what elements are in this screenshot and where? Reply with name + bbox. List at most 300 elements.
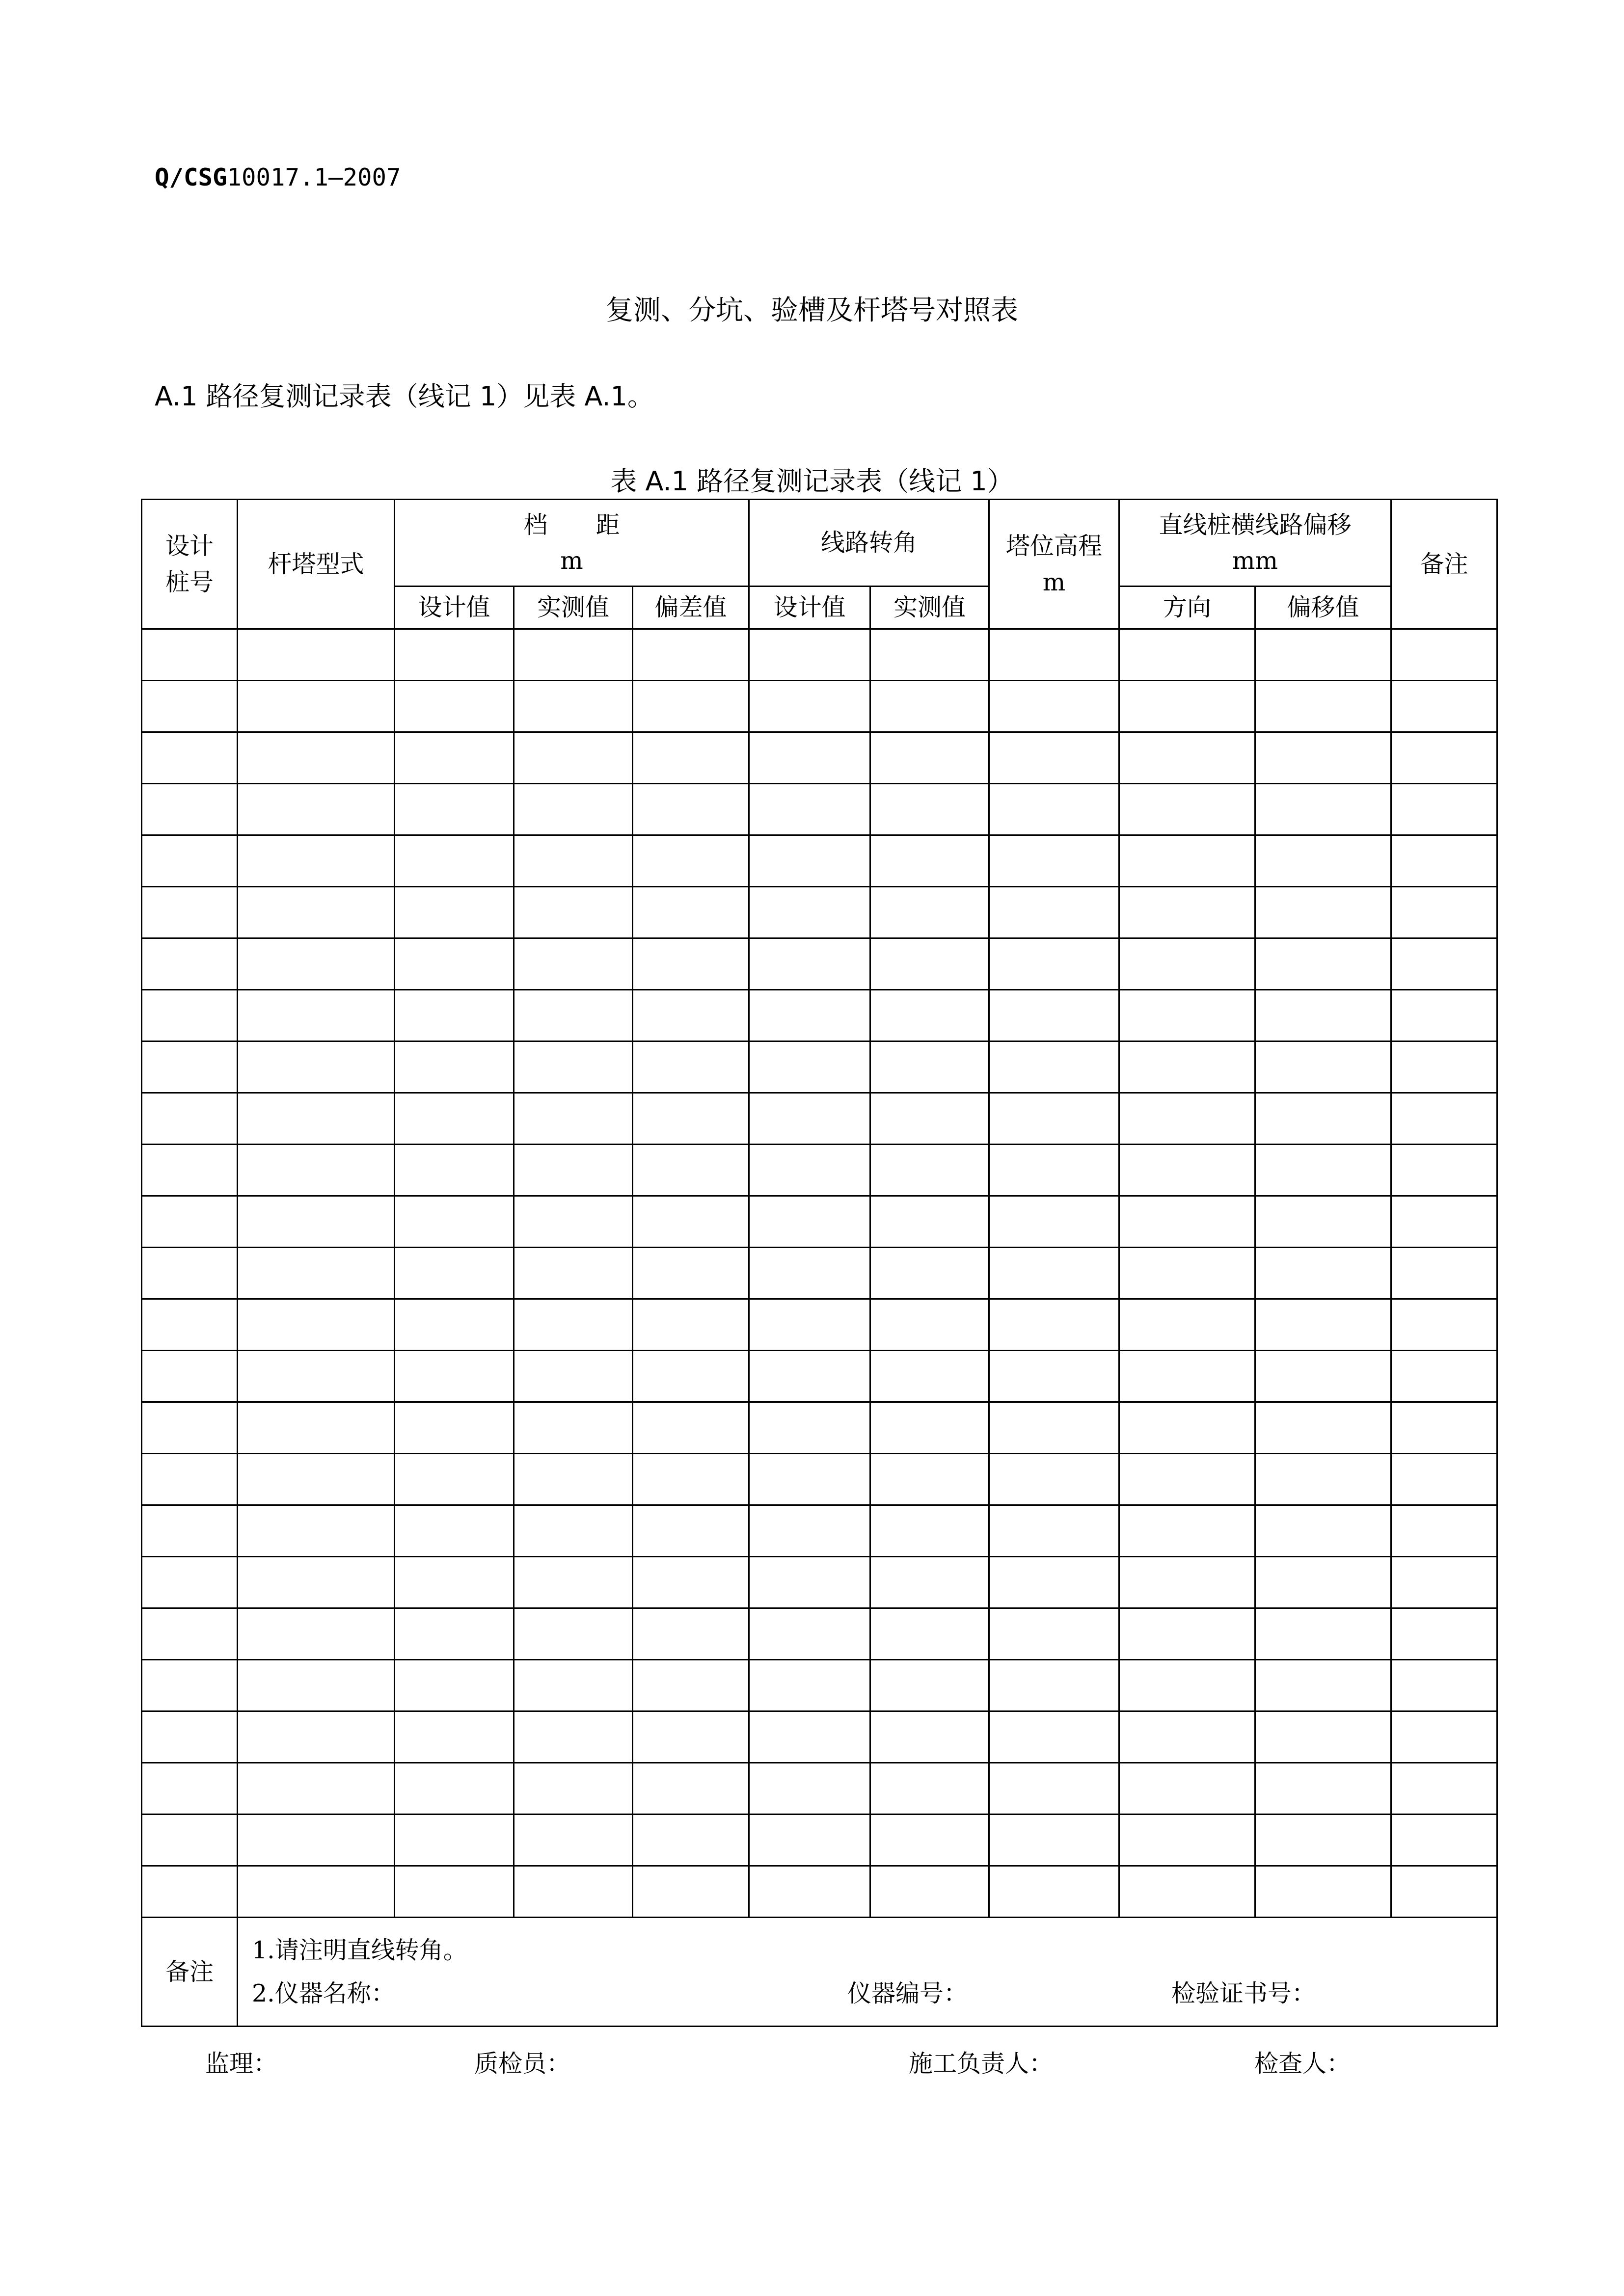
table-cell	[395, 1093, 514, 1145]
table-cell	[749, 1711, 870, 1763]
table-cell	[238, 1557, 395, 1608]
table-cell	[238, 1711, 395, 1763]
table-cell	[395, 938, 514, 990]
table-cell	[1391, 1351, 1497, 1402]
table-cell	[633, 681, 749, 732]
table-cell	[238, 938, 395, 990]
table-cell	[870, 1711, 989, 1763]
table-cell	[749, 1248, 870, 1299]
table-cell	[238, 1866, 395, 1918]
table-cell	[633, 1248, 749, 1299]
table-cell	[238, 1093, 395, 1145]
table-cell	[514, 1454, 633, 1505]
table-cell	[870, 1402, 989, 1454]
table-row	[142, 1505, 1497, 1557]
table-cell	[989, 1299, 1119, 1351]
header-offset-direction: 方向	[1119, 587, 1255, 629]
table-cell	[870, 1454, 989, 1505]
table-cell	[1391, 938, 1497, 990]
header-tower-elevation	[989, 500, 1119, 629]
table-cell	[395, 990, 514, 1041]
table-cell	[1391, 1815, 1497, 1866]
document-code-number: 10017.1—2007	[227, 163, 401, 191]
table-cell	[1119, 1505, 1255, 1557]
table-cell	[749, 938, 870, 990]
header-tower-elevation-unit: m	[1042, 568, 1066, 596]
table-cell	[395, 1660, 514, 1711]
table-cell	[395, 629, 514, 681]
header-angle-design: 设计值	[749, 587, 870, 629]
table-cell	[870, 1815, 989, 1866]
table-cell	[1119, 732, 1255, 784]
table-cell	[989, 1557, 1119, 1608]
table-cell	[238, 1660, 395, 1711]
table-cell	[1391, 1248, 1497, 1299]
table-cell	[870, 1196, 989, 1248]
table-cell	[749, 835, 870, 887]
table-cell	[1255, 1093, 1391, 1145]
table-cell	[514, 784, 633, 835]
table-caption: 表 A.1 路径复测记录表（线记 1）	[610, 466, 1014, 497]
table-cell	[238, 1505, 395, 1557]
table-cell	[514, 1248, 633, 1299]
note-1: 1.请注明直线转角。	[252, 1936, 467, 1964]
table-cell	[1255, 887, 1391, 938]
table-cell	[633, 1660, 749, 1711]
table-cell	[142, 1763, 238, 1815]
table-cell	[1255, 835, 1391, 887]
table-cell	[633, 732, 749, 784]
table-cell	[238, 1763, 395, 1815]
note-certificate-no: 检验证书号：	[1171, 1979, 1316, 2007]
table-cell	[395, 1557, 514, 1608]
table-cell	[749, 990, 870, 1041]
table-cell	[142, 990, 238, 1041]
table-cell	[989, 1454, 1119, 1505]
table-cell	[142, 1866, 238, 1918]
table-cell	[1255, 1196, 1391, 1248]
table-cell	[749, 681, 870, 732]
table-cell	[989, 1196, 1119, 1248]
table-cell	[989, 887, 1119, 938]
table-cell	[514, 629, 633, 681]
table-cell	[514, 1866, 633, 1918]
table-cell	[1255, 732, 1391, 784]
table-cell	[989, 1660, 1119, 1711]
table-cell	[142, 1454, 238, 1505]
table-cell	[514, 1196, 633, 1248]
table-cell	[749, 784, 870, 835]
table-cell	[749, 1299, 870, 1351]
table-cell	[989, 835, 1119, 887]
table-cell	[1119, 784, 1255, 835]
table-cell	[1391, 1299, 1497, 1351]
table-cell	[633, 887, 749, 938]
table-cell	[749, 1402, 870, 1454]
table-cell	[1255, 1454, 1391, 1505]
table-cell	[870, 784, 989, 835]
table-row	[142, 732, 1497, 784]
route-survey-table	[141, 499, 1498, 2027]
table-cell	[1255, 1866, 1391, 1918]
table-cell	[989, 732, 1119, 784]
signature-construction-lead: 施工负责人：	[909, 2050, 1054, 2078]
table-cell	[238, 1608, 395, 1660]
table-cell	[395, 784, 514, 835]
table-cell	[395, 1145, 514, 1196]
table-row	[142, 1608, 1497, 1660]
table-cell	[633, 1505, 749, 1557]
table-cell	[395, 1505, 514, 1557]
signature-quality-inspector: 质检员：	[474, 2050, 571, 2078]
table-cell	[1391, 681, 1497, 732]
table-cell	[238, 1145, 395, 1196]
header-stake-no-line2: 桩号	[165, 568, 214, 596]
table-cell	[1391, 732, 1497, 784]
table-cell	[1391, 784, 1497, 835]
table-cell	[514, 1505, 633, 1557]
table-cell	[749, 1196, 870, 1248]
table-cell	[633, 1711, 749, 1763]
table-cell	[514, 1145, 633, 1196]
table-cell	[1255, 1041, 1391, 1093]
table-cell	[142, 1248, 238, 1299]
table-cell	[870, 1866, 989, 1918]
table-cell	[633, 1454, 749, 1505]
table-cell	[395, 1196, 514, 1248]
table-cell	[1255, 938, 1391, 990]
table-cell	[633, 1196, 749, 1248]
table-cell	[749, 1608, 870, 1660]
table-cell	[1391, 835, 1497, 887]
table-cell	[514, 938, 633, 990]
table-cell	[633, 990, 749, 1041]
table-cell	[633, 1299, 749, 1351]
table-cell	[395, 1454, 514, 1505]
table-cell	[633, 1815, 749, 1866]
table-row	[142, 1763, 1497, 1815]
table-cell	[1119, 1557, 1255, 1608]
table-cell	[633, 1041, 749, 1093]
notes-row	[142, 1918, 1497, 2027]
page-title: 复测、分坑、验槽及杆塔号对照表	[606, 294, 1018, 326]
table-cell	[1255, 1608, 1391, 1660]
header-offset-label: 直线桩横线路偏移	[1159, 510, 1352, 539]
table-cell	[514, 887, 633, 938]
header-offset-value: 偏移值	[1255, 587, 1391, 629]
table-cell	[238, 1041, 395, 1093]
table-cell	[514, 1711, 633, 1763]
header-angle-measured: 实测值	[870, 587, 989, 629]
table-cell	[1255, 990, 1391, 1041]
table-cell	[870, 1660, 989, 1711]
table-row	[142, 990, 1497, 1041]
table-cell	[238, 1454, 395, 1505]
table-cell	[633, 835, 749, 887]
table-cell	[1255, 1402, 1391, 1454]
table-cell	[989, 784, 1119, 835]
header-stake-no	[142, 500, 238, 629]
table-cell	[1391, 1454, 1497, 1505]
table-cell	[1119, 990, 1255, 1041]
table-cell	[1119, 1248, 1255, 1299]
table-cell	[142, 681, 238, 732]
table-cell	[238, 681, 395, 732]
table-cell	[1391, 1093, 1497, 1145]
table-cell	[1255, 681, 1391, 732]
table-cell	[1119, 1351, 1255, 1402]
table-cell	[1119, 835, 1255, 887]
table-cell	[633, 1351, 749, 1402]
table-cell	[1391, 1505, 1497, 1557]
table-row	[142, 1248, 1497, 1299]
table-cell	[749, 1454, 870, 1505]
header-line-angle: 线路转角	[749, 500, 989, 587]
table-cell	[989, 1145, 1119, 1196]
table-cell	[870, 1351, 989, 1402]
table-cell	[633, 784, 749, 835]
table-cell	[395, 1815, 514, 1866]
table-cell	[514, 990, 633, 1041]
table-cell	[989, 1351, 1119, 1402]
header-tower-elevation-label: 塔位高程	[1005, 532, 1102, 560]
table-cell	[514, 1299, 633, 1351]
table-cell	[870, 887, 989, 938]
table-row	[142, 1299, 1497, 1351]
header-span	[395, 500, 749, 587]
table-cell	[395, 1248, 514, 1299]
table-cell	[395, 1608, 514, 1660]
note-2-line	[252, 1972, 1496, 2015]
table-cell	[395, 1041, 514, 1093]
table-cell	[1391, 1402, 1497, 1454]
table-cell	[870, 681, 989, 732]
table-cell	[142, 938, 238, 990]
table-cell	[238, 1196, 395, 1248]
table-cell	[1119, 938, 1255, 990]
table-cell	[1391, 1145, 1497, 1196]
table-cell	[1119, 1196, 1255, 1248]
table-cell	[1255, 1660, 1391, 1711]
note-instrument-no: 仪器编号：	[847, 1979, 968, 2007]
note-instrument-name: 2.仪器名称：	[252, 1979, 395, 2007]
table-row	[142, 1660, 1497, 1711]
table-cell	[1391, 1041, 1497, 1093]
table-cell	[142, 1608, 238, 1660]
table-cell	[514, 1093, 633, 1145]
table-cell	[395, 1351, 514, 1402]
table-cell	[870, 1145, 989, 1196]
table-cell	[142, 1145, 238, 1196]
table-cell	[749, 732, 870, 784]
table-row	[142, 1093, 1497, 1145]
table-cell	[238, 887, 395, 938]
table-cell	[1255, 1299, 1391, 1351]
table-cell	[1119, 1711, 1255, 1763]
table-row	[142, 1557, 1497, 1608]
table-cell	[870, 1608, 989, 1660]
table-cell	[142, 1505, 238, 1557]
table-cell	[395, 835, 514, 887]
notes-content	[238, 1918, 1497, 2027]
table-cell	[142, 1299, 238, 1351]
table-cell	[142, 1402, 238, 1454]
table-cell	[142, 1815, 238, 1866]
table-cell	[749, 1557, 870, 1608]
table-cell	[633, 1866, 749, 1918]
table-cell	[514, 1351, 633, 1402]
table-cell	[1255, 1505, 1391, 1557]
table-cell	[142, 1557, 238, 1608]
table-cell	[870, 1505, 989, 1557]
table-cell	[1391, 1557, 1497, 1608]
table-cell	[870, 732, 989, 784]
table-cell	[870, 1763, 989, 1815]
table-cell	[989, 629, 1119, 681]
table-cell	[395, 732, 514, 784]
signature-supervisor: 监理：	[205, 2050, 278, 2078]
table-cell	[1255, 1815, 1391, 1866]
table-cell	[870, 938, 989, 990]
table-cell	[633, 1557, 749, 1608]
table-cell	[1119, 1145, 1255, 1196]
table-cell	[514, 1557, 633, 1608]
table-cell	[395, 1763, 514, 1815]
header-remarks: 备注	[1391, 500, 1497, 629]
table-cell	[870, 835, 989, 887]
header-span-label: 档 距	[523, 510, 620, 539]
table-cell	[989, 1711, 1119, 1763]
table-cell	[395, 1402, 514, 1454]
table-cell	[1391, 887, 1497, 938]
table-cell	[989, 1866, 1119, 1918]
table-cell	[749, 1041, 870, 1093]
table-cell	[142, 887, 238, 938]
table-row	[142, 938, 1497, 990]
table-cell	[142, 1093, 238, 1145]
header-stake-no-line1: 设计	[165, 532, 214, 560]
header-row-1	[142, 500, 1497, 587]
table-cell	[1391, 1660, 1497, 1711]
table-cell	[749, 1351, 870, 1402]
table-cell	[870, 1557, 989, 1608]
table-cell	[749, 1505, 870, 1557]
table-cell	[1119, 681, 1255, 732]
table-cell	[633, 629, 749, 681]
table-row	[142, 1351, 1497, 1402]
table-cell	[989, 1608, 1119, 1660]
table-cell	[142, 835, 238, 887]
table-cell	[238, 1351, 395, 1402]
table-cell	[749, 1660, 870, 1711]
table-cell	[1119, 629, 1255, 681]
table-row	[142, 1815, 1497, 1866]
table-cell	[989, 1815, 1119, 1866]
table-cell	[514, 1608, 633, 1660]
table-cell	[989, 938, 1119, 990]
table-cell	[395, 887, 514, 938]
table-cell	[1391, 629, 1497, 681]
table-cell	[1119, 1608, 1255, 1660]
table-cell	[142, 1660, 238, 1711]
table-cell	[1255, 1145, 1391, 1196]
table-row	[142, 1454, 1497, 1505]
table-cell	[1255, 784, 1391, 835]
table-row	[142, 681, 1497, 732]
table-cell	[514, 1402, 633, 1454]
table-cell	[142, 732, 238, 784]
table-cell	[749, 1145, 870, 1196]
notes-label: 备注	[142, 1918, 238, 2027]
table-cell	[514, 1041, 633, 1093]
table-cell	[989, 681, 1119, 732]
table-cell	[142, 784, 238, 835]
table-row	[142, 887, 1497, 938]
header-span-unit: m	[560, 547, 583, 575]
table-cell	[870, 1093, 989, 1145]
table-cell	[989, 1093, 1119, 1145]
table-cell	[870, 1299, 989, 1351]
signature-checker: 检查人：	[1254, 2050, 1351, 2078]
table-cell	[1255, 1557, 1391, 1608]
table-cell	[395, 1299, 514, 1351]
table-cell	[238, 629, 395, 681]
note-1-line	[252, 1929, 1496, 1972]
table-cell	[238, 990, 395, 1041]
table-cell	[514, 835, 633, 887]
table-cell	[989, 1041, 1119, 1093]
section-text: A.1 路径复测记录表（线记 1）见表 A.1。	[155, 381, 654, 412]
table-cell	[1391, 1608, 1497, 1660]
table-cell	[1119, 1866, 1255, 1918]
table-cell	[1255, 1763, 1391, 1815]
table-cell	[1119, 1763, 1255, 1815]
table-cell	[238, 732, 395, 784]
table-cell	[633, 1093, 749, 1145]
table-cell	[633, 1763, 749, 1815]
table-cell	[633, 1145, 749, 1196]
header-offset	[1119, 500, 1391, 587]
table-cell	[1119, 887, 1255, 938]
table-cell	[395, 681, 514, 732]
table-cell	[1255, 1351, 1391, 1402]
table-cell	[395, 1866, 514, 1918]
table-cell	[1119, 1402, 1255, 1454]
table-cell	[870, 629, 989, 681]
table-cell	[1119, 1815, 1255, 1866]
table-cell	[238, 835, 395, 887]
table-cell	[142, 1351, 238, 1402]
signature-row	[0, 2045, 1624, 2084]
table-cell	[989, 1402, 1119, 1454]
table-cell	[749, 629, 870, 681]
table-cell	[749, 1866, 870, 1918]
header-span-deviation: 偏差值	[633, 587, 749, 629]
table-cell	[238, 1815, 395, 1866]
table-cell	[142, 1711, 238, 1763]
table-cell	[238, 1402, 395, 1454]
table-cell	[1119, 1299, 1255, 1351]
table-cell	[1391, 1763, 1497, 1815]
table-cell	[1391, 990, 1497, 1041]
header-tower-type: 杆塔型式	[238, 500, 395, 629]
table-row	[142, 1041, 1497, 1093]
table-cell	[142, 1196, 238, 1248]
document-code-prefix: Q/CSG	[155, 163, 227, 191]
table-row	[142, 629, 1497, 681]
table-cell	[989, 990, 1119, 1041]
table-cell	[749, 1815, 870, 1866]
